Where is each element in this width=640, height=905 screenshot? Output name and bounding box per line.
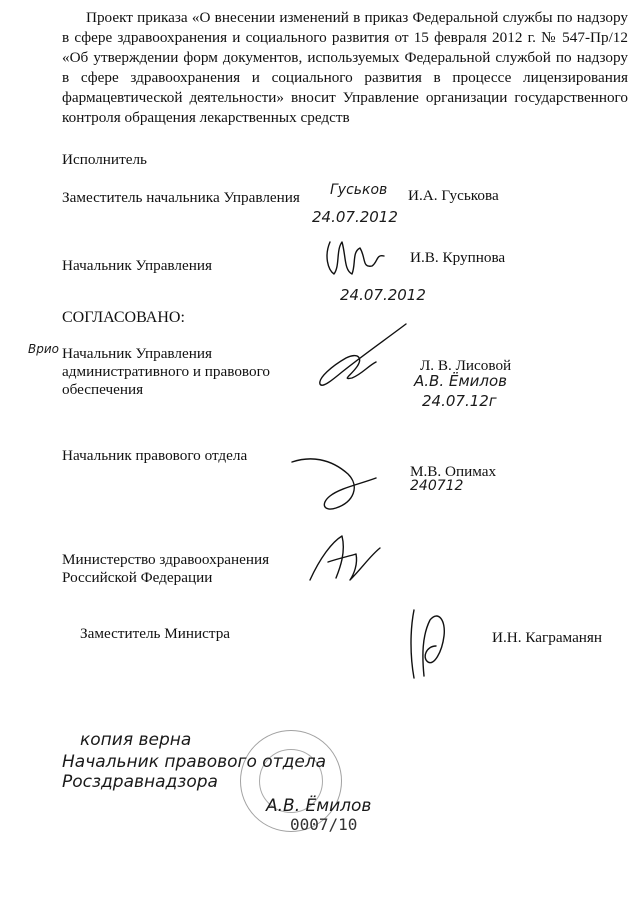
legal-head-signature [290, 448, 400, 518]
intro-paragraph: Проект приказа «О внесении изменений в приказ Федеральной службы по надзору в сфере здравоохранения и социального развития от 15 февраля 2012 г. № 547-Пр/12 «Об утверждении форм документов, используемых Федеральной службой по надзору в сфере здравоохранения и социального развития в процессе лицензирования фармацевтической деятельности» вносит Управление организации государственного контроля обращения лекарственных средств [62, 9, 628, 126]
deputy-head-signature-text: Гуськов [330, 182, 388, 198]
deputy-head-title: Заместитель начальника Управления [62, 189, 300, 206]
head-title: Начальник Управления [62, 257, 212, 274]
deputy-minister-name: И.Н. Каграманян [492, 629, 603, 646]
ministry-title-line-1: Министерство здравоохранения [62, 551, 270, 568]
admin-head-signature-text: А.В. Ёмилов [414, 372, 508, 390]
legal-head-sign-date: 240712 [410, 478, 464, 494]
admin-head-title-line-3: обеспечения [62, 381, 144, 398]
head-name: И.В. Крупнова [410, 249, 506, 266]
agreed-heading: СОГЛАСОВАНО: [62, 309, 185, 326]
admin-head-sign-date: 24.07.12г [422, 392, 497, 410]
admin-head-signature [312, 322, 412, 402]
deputy-minister-signature [404, 606, 454, 686]
head-sign-date: 24.07.2012 [340, 286, 426, 304]
certification-signer: А.В. Ёмилов [266, 796, 372, 816]
certification-line-3: Росздравнадзора [62, 772, 218, 792]
legal-head-title: Начальник правового отдела [62, 447, 248, 464]
legal-head-name: М.В. Опимах [410, 463, 497, 480]
certification-line-2: Начальник правового отдела [62, 752, 327, 772]
admin-head-title-line-1: Начальник Управления [62, 345, 212, 362]
deputy-head-name: И.А. Гуськова [408, 187, 499, 204]
ministry-signature [306, 528, 386, 588]
deputy-minister-title: Заместитель Министра [80, 625, 231, 642]
head-signature [322, 236, 392, 286]
admin-head-name: Л. В. Лисовой [420, 357, 512, 374]
stamp-number: 0007/10 [290, 815, 358, 834]
admin-head-margin-note: Врио [28, 342, 59, 356]
admin-head-title-line-2: административного и правового [62, 363, 271, 380]
ministry-title-line-2: Российской Федерации [62, 569, 213, 586]
deputy-head-sign-date: 24.07.2012 [312, 208, 398, 226]
certification-line-1: копия верна [80, 730, 192, 750]
executor-heading: Исполнитель [62, 151, 147, 168]
